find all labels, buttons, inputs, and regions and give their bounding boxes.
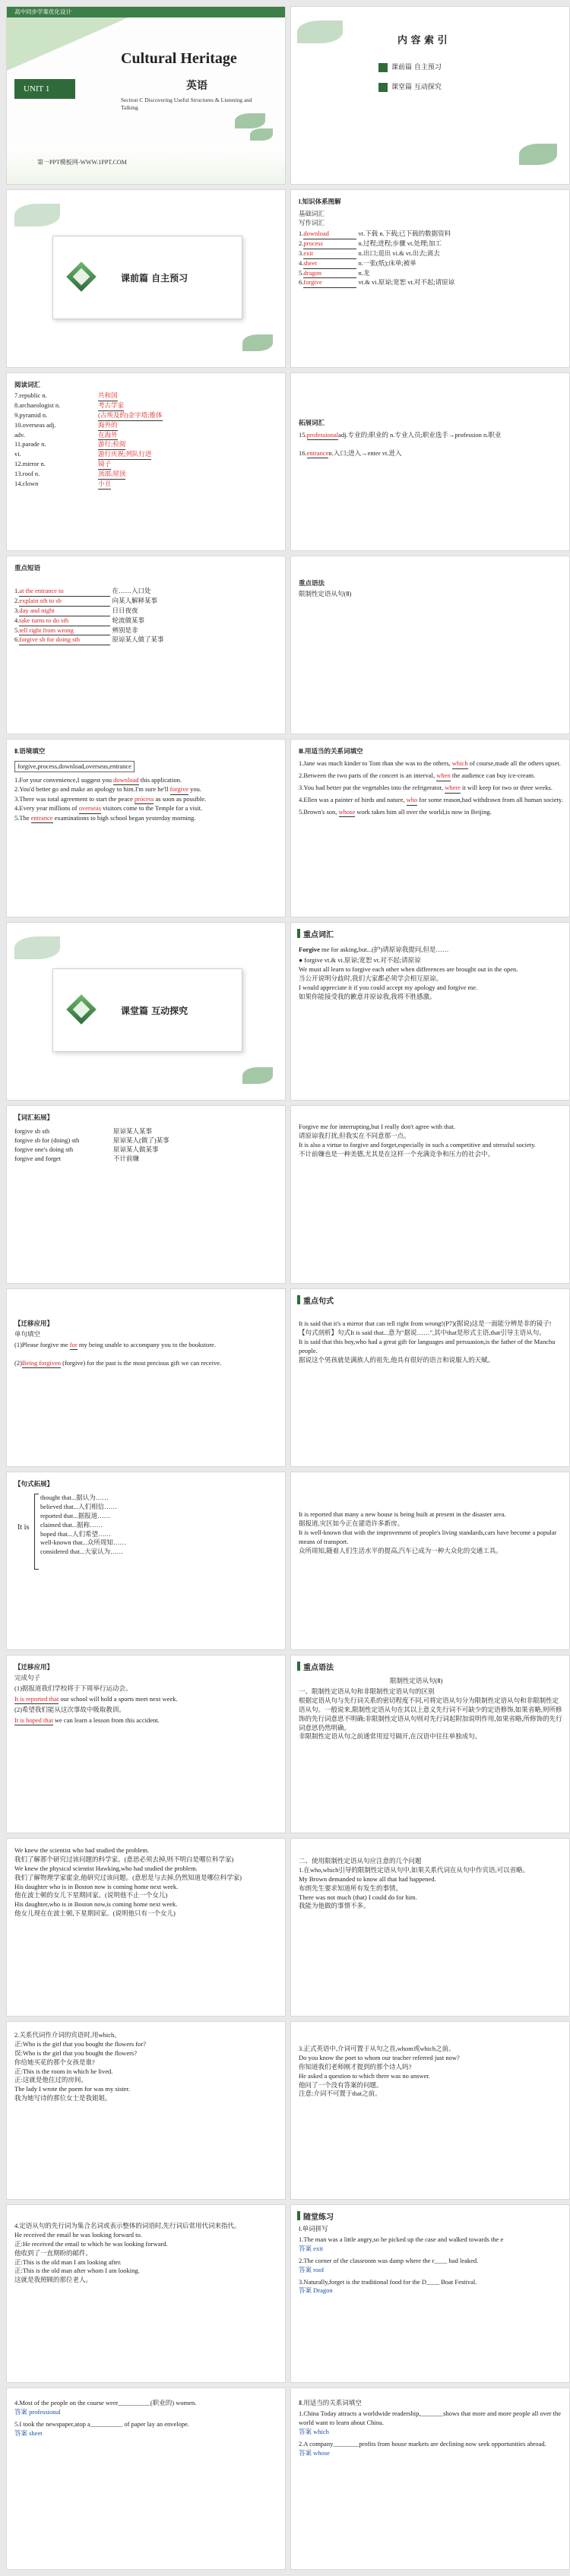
slide-cover[interactable] <box>6 6 286 185</box>
grammar-title: 重点语法 <box>299 579 325 587</box>
relfill-answer: when <box>436 772 450 781</box>
extend-title: 拓展词汇 <box>299 419 325 426</box>
extend-line1-num: 15. <box>299 431 307 439</box>
vext-title: 【词汇拓展】 <box>14 1114 54 1121</box>
slide-example-3[interactable] <box>6 2021 286 2200</box>
sex-lines <box>299 1510 565 1555</box>
vocab-answer: download <box>303 230 356 239</box>
phrase-row <box>14 587 273 597</box>
fill-title: Ⅱ.语境填空 <box>14 747 46 755</box>
reading-vocab-word: 14.clown <box>14 480 39 488</box>
vext-cn: 原谅某人做某事 <box>113 1145 159 1153</box>
vext-rows <box>14 1127 273 1164</box>
relfill-row <box>299 796 565 806</box>
subject-label: 英语 <box>186 80 207 92</box>
reading-title: 阅读词汇 <box>14 381 41 388</box>
practice-title: 随堂练习 <box>303 2213 334 2222</box>
slide-grammar-intro[interactable] <box>290 556 570 734</box>
sex-line: 据报道,灾区如今正在建造许多新房。 <box>299 1519 404 1527</box>
reading-vocab-answer: (古埃及的)金字塔;锥体 <box>98 411 163 421</box>
phrase-num: 2. <box>14 596 20 604</box>
ex5-line: 正:This is the old man after whom I am looking. <box>14 2267 140 2275</box>
gdetail-line: 根据定语从句与先行词关系的密切程度不同,可将定语从句分为限制性定语从句和非限制性定语从句。一般说来,限制性定语从句在其以上意义先行词不可缺少的定语修饰,如果省略,则所修饰的先行词意思不明确;非限制性定语从句则对先行词起附加说明作用,如果省略,所修饰的先行词意思仍然明确。 <box>299 1696 562 1732</box>
ex2-line: 我能为他做的事情不多。 <box>299 1902 370 1910</box>
slide-transfer-1[interactable]: 【迁移应用】 单句填空 (1)Please forgive me for my being unable to accompany you to the bookstore. (2)Being forgiven (forgive) for the past is the most precious gift we can receive. <box>6 1288 286 1467</box>
extend-line2-rest: n.入口;进入→enter vt.进入 <box>328 449 402 457</box>
ex3-lines <box>14 2031 280 2103</box>
index-item-2[interactable]: 课堂篇 互动探究 <box>391 84 442 91</box>
unit-label: UNIT 1 <box>24 84 50 93</box>
slide-index[interactable] <box>290 6 570 185</box>
practice1-answer: 答案 roof <box>299 2265 325 2273</box>
vex-line: It is also a virtue to forgive and forget,especially in such a competitive and stressful society. <box>299 1140 536 1149</box>
slide-class-card[interactable] <box>6 922 286 1101</box>
reading-vocab-row <box>14 431 273 441</box>
vocab-meaning: n.过程;进程;步骤 vt.处理;加工 <box>356 239 442 247</box>
keyvocab-lines <box>299 956 565 1001</box>
vocab-sub1: 基础词汇 <box>299 210 325 217</box>
relfill-row <box>299 808 565 818</box>
transfer1-answer-2: Being forgiven <box>22 1359 61 1368</box>
slide-vocab-extend[interactable] <box>290 372 570 551</box>
ex4-lines <box>299 2045 565 2099</box>
relfill-list <box>299 759 565 819</box>
slide-phrases[interactable] <box>6 556 286 734</box>
sext-item: thought that...据认为…… <box>40 1494 109 1501</box>
phrase-answer: tell right from wrong <box>19 626 110 636</box>
practice1-items <box>299 2235 565 2299</box>
extend-line2-num: 16. <box>299 449 307 457</box>
reading-vocab-answer: 考古学家 <box>98 401 124 411</box>
ex5-line: 正:This is the old man I am looking after. <box>14 2258 122 2266</box>
slide-practice-2[interactable] <box>6 2387 286 2570</box>
vocab-meaning: n.一张(纸);床单;被单 <box>356 258 416 267</box>
vocab-list <box>299 230 565 288</box>
transfer2-line2: (2)希望我们能从这次事故中吸取教训。 <box>14 1706 125 1713</box>
reading-vocab-answer: 镜子 <box>98 460 111 470</box>
transfer2-answer-2: It is hoped that <box>14 1716 53 1725</box>
ex4-line: 你知道我们老师刚才提到的那个诗人吗? <box>299 2062 412 2071</box>
reading-vocab-answer: 共和国 <box>98 391 118 401</box>
sext-head: It is <box>17 1523 30 1532</box>
keyvocab-line: I would appreciate it if you could accept my apology and forgive me. <box>299 983 478 991</box>
gdetail-line: 非限制性定语从句之前通常用逗号隔开,在汉语中往往单独成句。 <box>299 1732 482 1741</box>
keysent-title: 重点句式 <box>303 1298 334 1306</box>
practice2-answer: 答案 sheet <box>14 2429 43 2437</box>
ex2-line: 二、使用限制性定语从句应注意的几个问题 <box>299 1857 422 1865</box>
reading-vocab-word: 7.republic n. <box>14 391 47 399</box>
ex1-line: 他女儿现在在波士顿,下星期回家。(说明他只有一个女儿) <box>14 1909 176 1918</box>
reading-vocab-answer: 在海外 <box>98 431 118 441</box>
slide-key-vocab[interactable]: 重点词汇 Forgive me for asking,but...(护)请原谅我提问,但是…… ● forgive vt.& vi.原谅;宽恕 vt.对不起;请原谅 We must all learn to forgive each other when differences are brought out in the open. 当公开说明分歧时,我们大家都必须学会相互原谅。 I would appreciate it if you could accept my apology and forgive me. 如果你能接受我的歉意并原谅我,我将不胜感激。 <box>290 922 570 1101</box>
ex2-line: 1.在who,which引导的限制性定语从句中,如果关系代词在从句中作宾语,可以省略。 <box>299 1865 530 1874</box>
ex1-lines <box>14 1846 280 1919</box>
reading-vocab-answer: 小丑 <box>98 480 111 490</box>
phrase-row <box>14 635 273 645</box>
ex5-line: 正:He received the email to which he was looking forward. <box>14 2239 168 2248</box>
cover-title: Cultural Heritage <box>121 50 237 67</box>
extend-line1-rest: adj.专业的;职业的 n.专业人员;职业选手→profession n.职业 <box>338 431 502 439</box>
relfill-text: work takes him all over the world,is now in Beijing. <box>355 807 492 816</box>
relfill-text: 4.Ellen was a painter of birds and nature, <box>299 795 407 803</box>
ex2-line: There was not much (that) I could do for him. <box>299 1893 417 1901</box>
vocab-meaning: n.龙 <box>356 268 370 277</box>
reading-vocab-word: 11.parade n. <box>14 440 46 448</box>
phrase-answer: explain sth to sb <box>19 597 110 607</box>
keyvocab-line: We must all learn to forgive each other when differences are brought out in the open. <box>299 965 518 973</box>
vocab-meaning: n.出口;退出 vi.& vt.出去;离去 <box>356 249 440 257</box>
vex-line: 请原谅我打扰,但我实在不同意那一点。 <box>299 1131 410 1139</box>
phrase-list <box>14 587 273 645</box>
sex-line: It is well-known that with the improvement of people's living standards,cars have become a popular means of transport. <box>299 1528 557 1545</box>
vocab-num: 6. <box>299 278 304 287</box>
phrase-answer: at the entrance to <box>19 587 110 597</box>
slide-practice-3[interactable] <box>290 2387 570 2570</box>
vocab-row <box>299 278 565 288</box>
ex4-line: He asked a question to which there was no answer. <box>299 2071 430 2080</box>
practice1-question: 2.The corner of the classroom was damp where the r____ had leaked. <box>299 2256 479 2264</box>
phrase-num: 1. <box>14 587 20 594</box>
vocab-num: 3. <box>299 249 304 257</box>
vocab-section: Ⅰ.知识体系图解 <box>299 198 341 205</box>
reading-vocab-row <box>14 450 273 460</box>
school-banner: 高中同步学案优化设计 <box>14 8 71 15</box>
vocab-meaning: vt.下载 n.下载;已下载的数据资料 <box>356 230 451 237</box>
phrase-meaning: 向某人解释某事 <box>110 596 158 604</box>
slide-vocab-reading[interactable] <box>6 372 286 551</box>
gdetail-line: 一、限制性定语从句和非限制性定语从句的区别 <box>299 1687 435 1695</box>
ex3-line: 正:这就是他住过的房间。 <box>14 2076 87 2084</box>
vocab-row <box>299 269 565 279</box>
vocab-answer: dragon <box>303 269 356 279</box>
vex-line: Forgive me for interrupting,but I really don't agree with that. <box>299 1123 456 1130</box>
relfill-text: 1.Jane was much kinder to Tom than she was to the others, <box>299 759 452 767</box>
vocab-answer: process <box>303 239 356 249</box>
reading-vocab-row <box>14 391 273 401</box>
fill-word-box: forgive,process,download,overseas,entrance <box>14 761 135 772</box>
phrase-meaning: 原谅某人做了某事 <box>110 635 164 644</box>
vocab-row <box>299 239 565 249</box>
relfill-text: the audience can buy ice-cream. <box>450 771 536 779</box>
phrase-num: 6. <box>14 635 20 644</box>
keysent-line: It is said that this boy,who had a great gift for languages and persuasion,is the father of the Manchu people. <box>299 1337 556 1355</box>
vext-cn: 原谅某人某事 <box>113 1127 153 1135</box>
grammar-line: 限制性定语从句(Ⅱ) <box>299 590 352 597</box>
ex2-line: My Brown demanded to know all that had happened. <box>299 1874 436 1883</box>
reading-vocab-word: 12.mirror n. <box>14 460 46 468</box>
ex1-line: His daughter who is in Boston now is coming home next week. <box>14 1882 179 1890</box>
index-item-1[interactable]: 课前篇 自主预习 <box>391 64 442 71</box>
slide-transfer-2[interactable]: 【迁移应用】 完成句子 (1)据报道我们学校将于下周举行运动会。 It is reported that our school will hold a sports meet next week. (2)希望我们能从这次事故中吸取教训。 It is hoped that we can learn a lesson from this accident. <box>6 1655 286 1833</box>
slide-example-5[interactable] <box>6 2204 286 2383</box>
phrase-row <box>14 607 273 616</box>
transfer2-answer-1: It is reported that <box>14 1695 59 1704</box>
index-title: 内 容 索 引 <box>397 35 448 46</box>
sext-item: reported that...据报道…… <box>40 1511 111 1519</box>
vext-en: forgive one's doing sth <box>14 1145 74 1153</box>
slide-example-4[interactable] <box>290 2021 570 2200</box>
extend-answer-1: professional <box>307 431 339 440</box>
sext-item: well-known that...众所周知…… <box>40 1538 126 1547</box>
practice2-items <box>14 2399 280 2441</box>
keysent-line: It is said that it's a mirror that can tell right from wrong!(P7)(据说)这是一面能分辨是非的镜子! <box>299 1320 552 1327</box>
ex4-line: 他问了一个没有答案的问题。 <box>299 2080 383 2089</box>
sext-items <box>40 1494 268 1557</box>
sext-item: claimed that...据称…… <box>40 1520 103 1529</box>
ex5-line: He received the email he was looking forward to. <box>14 2230 142 2239</box>
vocab-num: 1. <box>299 230 304 237</box>
reading-vocab-answer: 游行;检阅 <box>98 440 125 450</box>
ex3-line: 正:This is the room in which he lived. <box>14 2067 113 2075</box>
transfer1-sub: 单句填空 <box>14 1330 41 1338</box>
fill-lines: 1.For your convenience,I suggest you download this application. 2.You'd better go and make an apology to him.I'm sure he'll forgive you. 3.There was total agreement to start the peace process as soon as possible. 4.Every year millions of overseas visitors come to the Temple for a visit. 5.The entrance examinations to high school began yesterday morning. <box>14 776 280 823</box>
vext-en: forgive sb sth <box>14 1127 50 1135</box>
phrase-num: 5. <box>14 626 20 634</box>
vext-row <box>14 1136 273 1145</box>
transfer1-title: 【迁移应用】 <box>14 1320 54 1327</box>
ex1-line: 他在波士顿的女儿下星期回家。(说明他不止一个女儿) <box>14 1891 168 1900</box>
ex2-lines <box>299 1857 565 1911</box>
vocab-num: 2. <box>299 239 304 247</box>
relfill-answer: who <box>407 796 418 806</box>
reading-vocab-answer: 海外的 <box>98 421 118 431</box>
reading-vocab-word: 8.archaeologist n. <box>14 401 61 409</box>
relfill-text: 2.Between the two parts of the concert is an interval, <box>299 771 437 779</box>
vocab-answer: forgive <box>303 278 356 288</box>
phrase-row <box>14 597 273 607</box>
cover-footer: 第一PPT模板网-WWW.1PPT.COM <box>37 159 127 166</box>
practice3-question: 2.A company________profits from house markets are declining now seek opportunities abroad. <box>299 2439 546 2448</box>
reading-vocab-row <box>14 460 273 470</box>
reading-vocab-row <box>14 470 273 480</box>
practice1-question: 3.Naturally,forget is the traditional food for the D____ Boat Festival. <box>299 2277 477 2286</box>
phrase-meaning: 日日夜夜 <box>110 606 138 614</box>
preview-card-title: 课前篇 自主预习 <box>121 273 188 284</box>
relfill-answer: where <box>445 784 461 794</box>
slide-relative-fill[interactable] <box>290 739 570 917</box>
relfill-text: for some reason,had withdrawn from all human society. <box>417 795 563 803</box>
transfer2-sub: 完成句子 <box>14 1674 41 1681</box>
relfill-title: Ⅲ.用适当的关系词填空 <box>299 747 363 755</box>
ex5-lines <box>14 2222 280 2285</box>
slide-grammar-detail[interactable] <box>290 1655 570 1833</box>
vocab-row <box>299 259 565 269</box>
practice3-answer: 答案 which <box>299 2427 329 2435</box>
slide-vocab-extend-2[interactable] <box>6 1105 286 1284</box>
ex3-line: 你给她买花的那个女孩是谁? <box>14 2058 95 2066</box>
ex5-line: 4.定语从句的先行词为集合名词或表示整体的词语时,先行词后常用代词来指代。 <box>14 2222 241 2229</box>
ex1-line: 我们了解物理学家霍金,他研究过该问题。(意思是与去掉,仍然知道是哪位科学家) <box>14 1873 242 1881</box>
vext-en: forgive sb for (doing) sth <box>14 1136 80 1144</box>
keysent-line: 据说这个男孩就是满族人的祖先,他具有很好的语言和说服人的天赋。 <box>299 1355 495 1364</box>
reading-vocab-word: 10.overseas adj. <box>14 420 56 429</box>
reading-vocab-answer: 游行庆祝;列队行进 <box>98 450 151 460</box>
keyvocab-line: 如果你能接受我的歉意并原谅我,我将不胜感激。 <box>299 992 436 1000</box>
ex4-line: Do you know the poet to whom our teacher referred just now? <box>299 2053 460 2061</box>
practice3-question: 1.China Today attracts a worldwide readership,_______shows that more and more people all over the world want to learn about China. <box>299 2410 562 2426</box>
slide-example-1[interactable] <box>6 1838 286 2017</box>
phrase-row <box>14 626 273 636</box>
practice2-answer: 答案 professional <box>14 2407 61 2416</box>
gdetail-title: 重点语法 <box>303 1664 334 1672</box>
reading-vocab-row <box>14 440 273 450</box>
relfill-row <box>299 772 565 781</box>
phrase-meaning: 轮流做某事 <box>110 616 145 624</box>
reading-vocab-row <box>14 480 273 490</box>
sext-title: 【句式拓展】 <box>14 1480 54 1488</box>
ex3-line: The lady I wrote the poem for was my sister. <box>14 2085 131 2093</box>
ex5-line: 这就是我照顾的那位老人。 <box>14 2276 93 2284</box>
reading-vocab-row <box>14 421 273 431</box>
gdetail-center: 限制性定语从句(Ⅱ) <box>390 1677 443 1684</box>
practice2-question: 4.Most of the people on the course were__________(职业的) women. <box>14 2399 197 2406</box>
ex1-line: His daughter,who is in Boston now,is coming home next week. <box>14 1900 178 1909</box>
practice3-items <box>299 2410 565 2460</box>
slide-vocab-1[interactable] <box>290 189 570 368</box>
ex3-line: 正:Who is the girl that you bought the flowers for? <box>14 2039 147 2048</box>
reading-vocab-word: adv. <box>14 430 25 439</box>
vocab-num: 4. <box>299 258 304 267</box>
relfill-row <box>299 759 565 769</box>
vocab-row <box>299 249 565 259</box>
vocab-sub2: 写作词汇 <box>299 219 325 227</box>
ex3-line: 2.关系代词作介词的宾语时,用which。 <box>14 2031 121 2039</box>
transfer2-title: 【迁移应用】 <box>14 1663 54 1671</box>
slide-fill-blank[interactable] <box>6 739 286 917</box>
vext-cn: 原谅某人(做了)某事 <box>113 1136 169 1144</box>
reading-vocab-row <box>14 401 273 411</box>
reading-vocab-list <box>14 391 273 490</box>
extend-answer-2: entrance <box>307 449 329 458</box>
ex1-line: We knew the physical scientist Hawking,who had studied the problem. <box>14 1864 198 1872</box>
gdetail-lines <box>299 1687 565 1741</box>
vext-row <box>14 1145 273 1155</box>
ex3-line: 我为她写诗的那位女士是我姐姐。 <box>14 2094 112 2102</box>
slide-practice-1[interactable] <box>290 2204 570 2383</box>
relfill-text: it will keep for two or three weeks. <box>460 783 553 791</box>
ex4-line: 注意:介词不可置于that之前。 <box>299 2090 382 2098</box>
reading-vocab-answer: 顶部;屋顶 <box>98 470 125 480</box>
transfer1-answer-1: for <box>70 1341 78 1350</box>
keyvocab-line: ● forgive vt.& vi.原谅;宽恕 vt.对不起;请原谅 <box>299 956 421 964</box>
reading-vocab-row <box>14 411 273 421</box>
slide-sentence-examples[interactable] <box>290 1472 570 1650</box>
vex-line: 不计前嫌也是一种美德,尤其是在这样一个充满竞争和压力的社会中。 <box>299 1149 495 1158</box>
slide-preview-card[interactable] <box>6 189 286 368</box>
vext-en: forgive and forget <box>14 1154 62 1162</box>
transfer2-line1: (1)据报道我们学校将于下周举行运动会。 <box>14 1684 132 1692</box>
sext-item: hoped that...人们希望…… <box>40 1529 112 1538</box>
slide-example-2[interactable] <box>290 1838 570 2017</box>
vext-row <box>14 1127 273 1136</box>
ex1-line: We knew the scientist who had studied the problem. <box>14 1846 150 1854</box>
vocab-meaning: vt.& vi.原谅;宽恕 vt.对不起;请原谅 <box>356 278 455 287</box>
sex-line: It is reported that many a new house is being built at present in the disaster area. <box>299 1510 506 1518</box>
phrase-row <box>14 616 273 626</box>
practice2-question: 5.I took the newspaper,atop a__________ of paper lay an envelope. <box>14 2419 190 2428</box>
slide-sentence-extend[interactable] <box>6 1472 286 1650</box>
phrase-answer: take turns to do sth <box>19 616 110 626</box>
relfill-answer: which <box>452 759 468 769</box>
vex-lines <box>299 1123 565 1159</box>
reading-vocab-word: 9.pyramid n. <box>14 410 48 419</box>
phrases-title: 重点短语 <box>14 564 41 572</box>
sex-line: 众所周知,随着人们生活水平的提高,汽车已成为一种大众化的交通工具。 <box>299 1546 502 1554</box>
phrase-num: 4. <box>14 616 20 624</box>
vocab-answer: sheet <box>303 259 356 269</box>
vext-cn: 不计前嫌 <box>113 1154 140 1162</box>
keysent-line: 【句式剖析】句式It is said that...意为"据说……",其中that是形式主语,that引导主语从句。 <box>299 1328 546 1336</box>
relfill-text: of course,made all the others upset. <box>467 759 561 767</box>
relfill-row <box>299 784 565 794</box>
reading-vocab-word: vi. <box>14 450 21 458</box>
phrase-num: 3. <box>14 606 20 614</box>
phrase-answer: day and night <box>19 607 110 616</box>
practice1-question: 1.The man was a little angry,so he picked up the case and walked towards the e <box>299 2235 504 2243</box>
phrase-answer: forgive sb for doing sth <box>19 635 110 645</box>
practice1-answer: 答案 Dragon <box>299 2286 333 2295</box>
ex1-line: 我们了解那个研究过该问题的科学家。(意思必须去掉,则不明白是哪位科学家) <box>14 1855 234 1863</box>
ex4-line: 3.正式英语中,介词可置于从句之首,whom或which之前。 <box>299 2045 455 2052</box>
practice1-answer: 答案 exit <box>299 2244 323 2252</box>
practice3-sub: Ⅱ.用适当的关系词填空 <box>299 2399 362 2406</box>
keyvocab-title: 重点词汇 <box>303 931 334 939</box>
slide-key-sentence[interactable] <box>290 1288 570 1467</box>
relfill-text: 5.Brown's son, <box>299 807 339 816</box>
class-card-title: 课堂篇 互动探究 <box>121 1006 188 1016</box>
keyvocab-heading: Forgive <box>299 946 320 953</box>
ex2-line: 布朗先生要求知道所有发生的事情。 <box>299 1884 403 1892</box>
practice-sub: Ⅰ.单词拼写 <box>299 2225 328 2232</box>
ex3-line: 误:Who is the girl that you bought the flowers? <box>14 2048 137 2057</box>
section-label: Section C Discovering Useful Structures & Listening and Talking <box>121 97 252 112</box>
vocab-row <box>299 230 565 239</box>
keyvocab-line: 当公开说明分歧时,我们大家都必须学会相互原谅。 <box>299 974 443 982</box>
phrase-meaning: 辨别是非 <box>110 626 138 634</box>
reading-vocab-word: 13.roof n. <box>14 470 40 478</box>
sext-item: considered that...大家认为…… <box>40 1548 124 1556</box>
relfill-answer: whose <box>339 808 356 818</box>
vocab-answer: exit <box>303 249 356 259</box>
keysent-lines <box>299 1320 565 1364</box>
vext-row <box>14 1155 273 1164</box>
practice3-answer: 答案 whose <box>299 2448 330 2457</box>
ex5-line: 他收到了一直期盼的邮件。 <box>14 2248 93 2257</box>
vocab-num: 5. <box>299 268 304 277</box>
phrase-meaning: 在……入口处 <box>110 587 151 594</box>
relfill-text: 3.You had better put the vegetables into the refrigerator, <box>299 783 445 791</box>
sext-item: believed that...人们相信…… <box>40 1502 118 1510</box>
slide-vocab-examples[interactable] <box>290 1105 570 1284</box>
